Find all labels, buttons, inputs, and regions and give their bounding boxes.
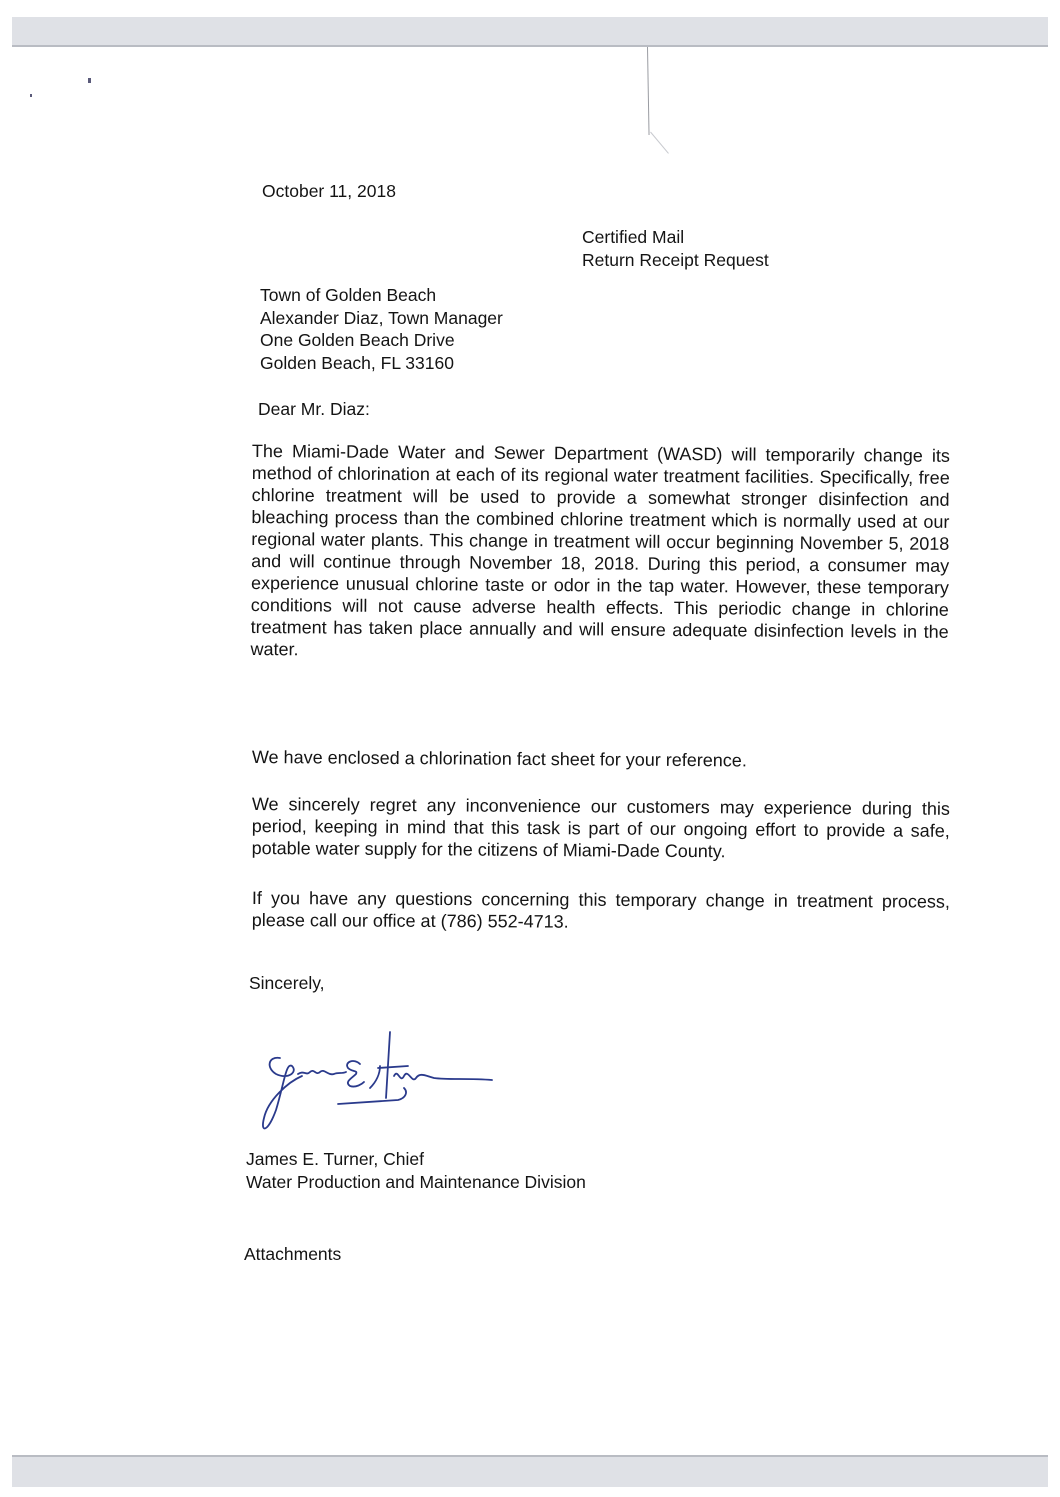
signer-division: Water Production and Maintenance Division [246,1171,586,1192]
scan-edge-bottom [12,1455,1048,1487]
delivery-method [582,226,769,271]
signer-block [246,1148,586,1193]
body-paragraph: The Miami-Dade Water and Sewer Department (WASD) will temporarily change its method of chlorination at each of its regional water treatment facilities. Specifically, free chlorine treatment will be used to provide a somewhat stronger disinfection and bleaching process than the combined chlorine treatment which is normally used at our regional water plants. This change in treatment will occur beginning November 5, 2018 and will continue through November 18, 2018. During this period, a consumer may experience unusual chlorine taste or odor in the tap water. However, these temporary conditions will not cause adverse health effects. This periodic change in chlorine treatment has taken place annually and will ensure adequate disinfection levels in the water. [250,440,950,660]
scan-speck [88,78,91,83]
delivery-line-1: Certified Mail [582,227,685,247]
letter-date: October 11, 2018 [262,181,396,201]
recipient-name: Alexander Diaz, Town Manager [260,307,503,328]
paper-fold-line [650,132,669,154]
recipient-address [260,284,503,374]
salutation: Dear Mr. Diaz: [258,399,370,419]
recipient-street: One Golden Beach Drive [260,330,455,350]
scan-edge-top [12,17,1048,47]
body-paragraph: We sincerely regret any inconvenience our customers may experience during this period, keeping in mind that this task is part of our ongoing effort to provide a safe, potable water supply for the citizens of Miami-Dade County. [251,794,950,862]
signer-name: James E. Turner, Chief [246,1149,424,1169]
delivery-line-2: Return Receipt Request [582,249,769,270]
closing: Sincerely, [249,973,325,993]
paper-fold-line [647,47,650,135]
recipient-city: Golden Beach, FL 33160 [260,352,454,373]
recipient-organization: Town of Golden Beach [260,285,437,305]
enclosure-notation: Attachments [244,1244,342,1264]
body-paragraph: We have enclosed a chlorination fact sheet for your reference. [251,747,747,771]
signature-image [258,1028,508,1143]
body-paragraph: If you have any questions concerning this temporary change in treatment process, please call our office at (786) 552-4713. [251,888,950,932]
scan-speck [30,94,32,97]
